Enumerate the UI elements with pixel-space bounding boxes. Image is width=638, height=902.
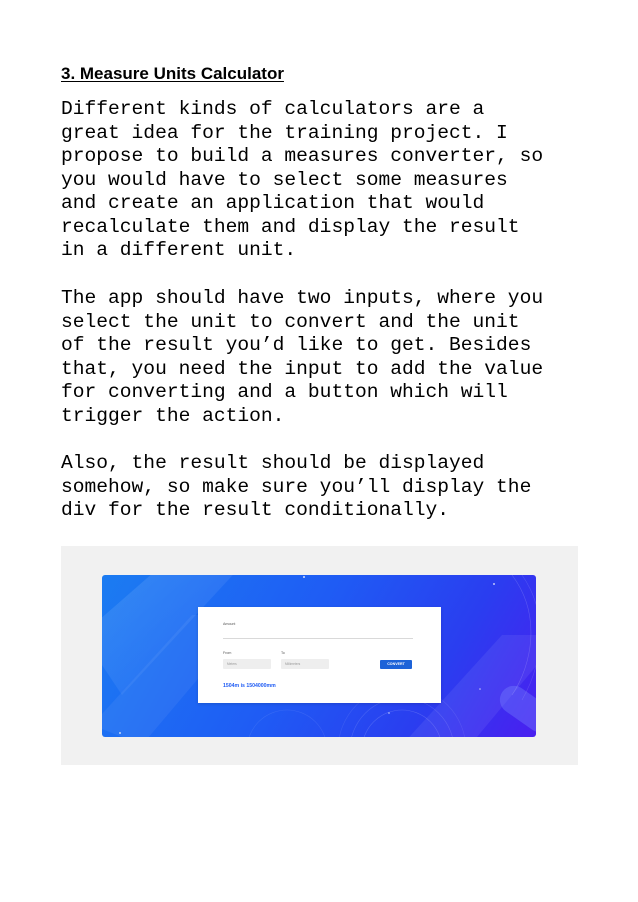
convert-button[interactable]: CONVERT <box>380 660 412 669</box>
from-label: From <box>223 651 232 655</box>
from-unit-select[interactable] <box>223 659 271 669</box>
to-unit-select[interactable] <box>281 659 329 669</box>
app-screenshot-frame <box>61 546 578 765</box>
amount-label: Amount <box>223 622 236 626</box>
paragraph-intro: Different kinds of calculators are a great idea for the training project. I propose to build a measures converter, so you would have to select some measures and create an application that would recalculate them and display the result in a different unit. <box>61 98 544 261</box>
result-text: 1504m is 1504000mm <box>223 683 276 689</box>
section-heading: 3. Measure Units Calculator <box>61 64 284 83</box>
from-unit-value: Meters <box>227 662 237 666</box>
to-label: To <box>281 651 285 655</box>
converter-card <box>198 607 441 703</box>
amount-input[interactable] <box>223 638 413 639</box>
paragraph-inputs: The app should have two inputs, where you select the unit to convert and the unit of the result you’d like to get. Besides that, you need the input to add the value for converting and a button which will trigger the action. <box>61 287 544 427</box>
app-screenshot <box>102 575 536 737</box>
paragraph-result: Also, the result should be displayed somehow, so make sure you’ll display the div for the result conditionally. <box>61 452 532 521</box>
to-unit-value: Millimeters <box>285 662 301 666</box>
